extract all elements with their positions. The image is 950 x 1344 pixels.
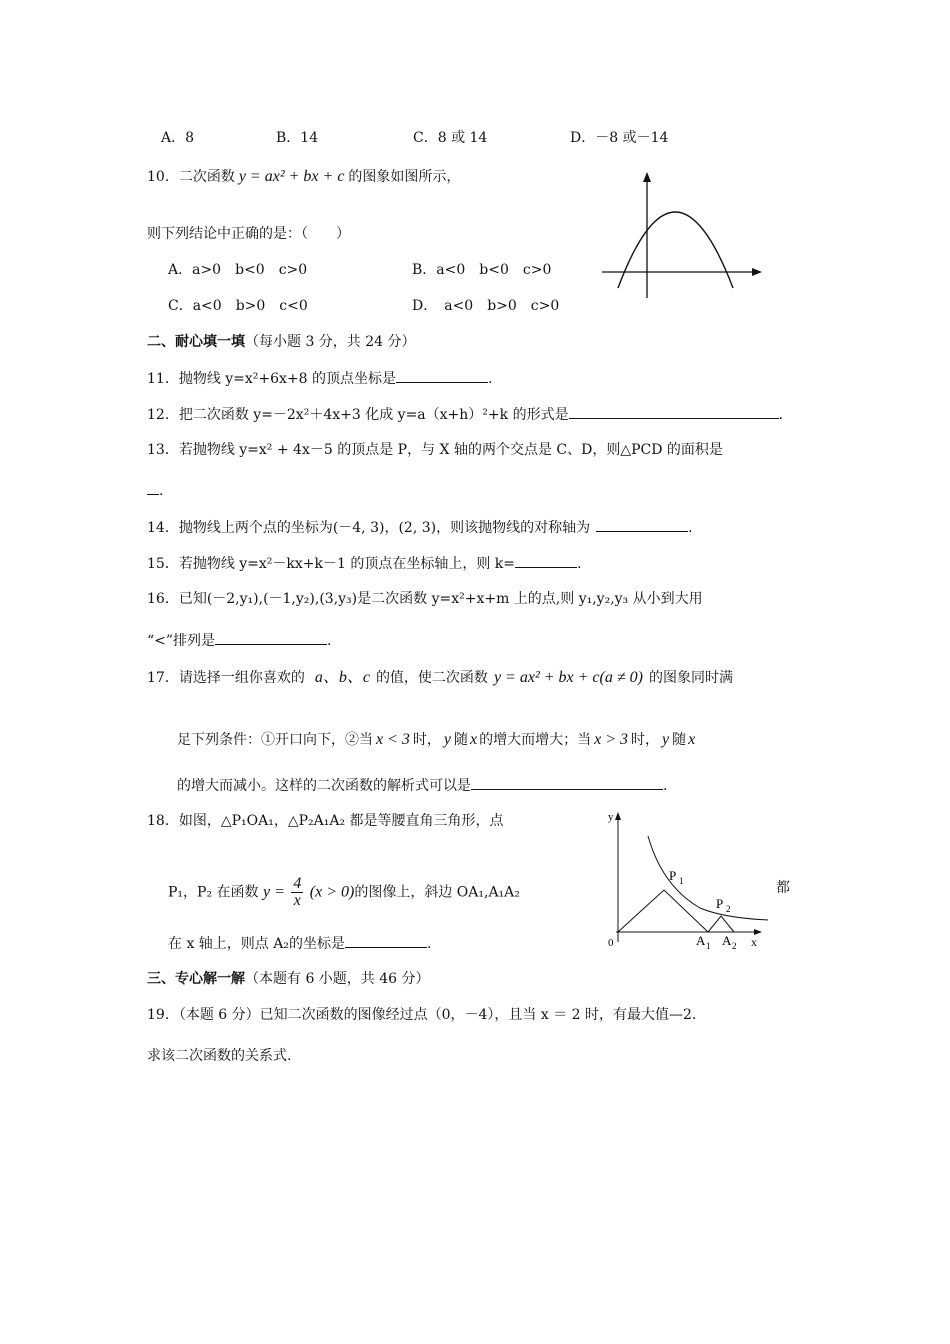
triangle-p1-o-a1	[618, 890, 708, 932]
fig-label-a2: A	[722, 933, 732, 948]
q11-text: 11．抛物线 y=x²+6x+8 的顶点坐标是	[147, 371, 397, 387]
q11	[147, 368, 493, 389]
q18-fraction	[291, 876, 303, 909]
q17-line2f: 随	[672, 732, 687, 748]
q17-suffix: 的图象同时满	[648, 670, 733, 686]
q17-cond1: x < 3	[376, 731, 410, 748]
q17-line3	[177, 775, 667, 796]
q18-frac-num: 4	[293, 875, 302, 892]
q9-option-b: B．14	[276, 130, 319, 146]
fig-label-y: y	[608, 811, 614, 823]
q15-answer-blank[interactable]	[515, 553, 577, 568]
q17-answer-blank[interactable]	[471, 775, 663, 790]
q17-x2: x	[688, 731, 696, 748]
q17-vars: a、b、c	[314, 669, 370, 686]
q17-line2d: 的增大而增大；当	[479, 732, 592, 748]
q13-text: 13．若抛物线 y=x² + 4x－5 的顶点是 P，与 X 轴的两个交点是 C、D，则△PCD 的面积是	[147, 442, 723, 458]
q17-line2c: 随	[454, 732, 469, 748]
q16-line1: 16．已知(－2,y₁),(－1,y₂),(3,y₃)是二次函数 y=x²+x+m 上的点,则 y₁,y₂,y₃ 从小到大用	[147, 591, 703, 607]
q16-line2-text: “<”排列是	[147, 633, 216, 649]
q10-option-a: A．a>0 b<0 c>0	[168, 262, 308, 278]
q15	[147, 553, 581, 574]
q10-option-c: C．a<0 b>0 c<0	[168, 298, 308, 314]
q18-formula-lhs: y =	[262, 883, 285, 901]
section-3-title: 三、专心解一解	[147, 971, 245, 987]
q12-end: .	[778, 407, 784, 423]
section-2-note: （每小题 3 分，共 24 分）	[245, 334, 416, 350]
fig-label-p2-sub: 2	[726, 904, 731, 914]
q17-line2	[177, 730, 695, 750]
q18-line2a: P₁，P₂ 在函数	[168, 884, 259, 901]
q9-option-d: D．－8 或－14	[570, 130, 669, 146]
fig-label-origin: 0	[608, 937, 614, 949]
q17-line3-text: 的增大而减小。这样的二次函数的解析式可以是	[177, 778, 471, 794]
q12-text: 12．把二次函数 y=－2x²＋4x+3 化成 y=a（x+h）²+k 的形式是	[147, 407, 569, 423]
fig-label-x: x	[751, 935, 757, 949]
q16-end: .	[327, 633, 332, 649]
q17-x1: x	[470, 731, 478, 748]
fig-label-a1: A	[696, 933, 706, 948]
q17-y1: y	[443, 731, 452, 748]
section-2-title: 二、耐心填一填	[147, 334, 245, 350]
q10-option-b: B．a<0 b<0 c>0	[412, 262, 552, 278]
q14-answer-blank[interactable]	[596, 517, 688, 532]
q10-stem	[147, 167, 460, 187]
q17-end: .	[663, 778, 668, 794]
q18-line2b: 的图像上，斜边 OA₁,A₁A₂	[354, 884, 520, 901]
q17-mid: 的值，使二次函数	[375, 670, 488, 686]
q18-answer-blank[interactable]	[345, 933, 427, 948]
q17-cond2: x > 3	[594, 731, 629, 748]
q18-line1: 18．如图，△P₁OA₁，△P₂A₁A₂ 都是等腰直角三角形，点	[147, 813, 504, 829]
q17-prefix: 17．请选择一组你喜欢的	[147, 670, 305, 686]
fig-label-a1-sub: 1	[706, 941, 711, 950]
q13-end: .	[159, 483, 164, 499]
q18-line3	[168, 933, 431, 954]
q18-formula-rhs: (x > 0)	[309, 883, 355, 901]
parabola-curve	[618, 212, 733, 288]
q11-end: .	[488, 371, 493, 387]
q16-answer-blank[interactable]	[215, 630, 327, 645]
q11-answer-blank[interactable]	[396, 368, 488, 383]
q9-option-c: C．8 或 14	[413, 130, 488, 146]
q10-question: 则下列结论中正确的是：（ ）	[147, 226, 350, 242]
q10-parabola-figure	[598, 166, 768, 302]
q17-y2: y	[662, 731, 670, 748]
q9-option-a: A．8	[161, 130, 195, 146]
q14-end: .	[688, 520, 693, 536]
q17-formula: y = ax² + bx + c(a ≠ 0)	[493, 669, 643, 686]
q10-prefix: 10．二次函数	[147, 169, 235, 185]
section-2-heading	[147, 332, 416, 352]
q15-end: .	[577, 556, 582, 572]
q14-text: 14．抛物线上两个点的坐标为(－4, 3)，(2, 3)，则该抛物线的对称轴为	[147, 520, 591, 536]
hyperbola-curve	[648, 836, 768, 920]
fig-label-p2: P	[716, 896, 724, 911]
y-axis-arrow-icon	[643, 172, 651, 182]
fig-label-p1: P	[669, 868, 677, 883]
triangle-p2-a1-a2	[708, 916, 734, 932]
q18-line3-text: 在 x 轴上，则点 A₂的坐标是	[168, 936, 345, 952]
q10-formula: y = ax² + bx + c	[238, 168, 345, 185]
section-3-note: （本题有 6 小题，共 46 分）	[245, 971, 430, 987]
q12-answer-blank[interactable]	[569, 404, 779, 419]
y-axis-arrow-icon	[615, 812, 621, 820]
q18-line2c: 都	[776, 880, 790, 896]
q17-line2e: 时，	[631, 732, 660, 748]
fig-label-p1-sub: 1	[679, 876, 684, 886]
q18-end: .	[426, 936, 432, 952]
q19-line2: 求该二次函数的关系式.	[147, 1048, 292, 1064]
section-3-heading	[147, 969, 430, 989]
q10-option-d: D． a<0 b>0 c>0	[412, 298, 560, 314]
fig-label-a2-sub: 2	[732, 941, 737, 950]
q15-text: 15．若抛物线 y=x²－kx+k－1 的顶点在坐标轴上，则 k=	[147, 556, 516, 572]
q13-line2	[147, 480, 163, 501]
x-axis-arrow-icon	[752, 268, 762, 276]
q16-line2	[147, 630, 332, 651]
q19-line1: 19．（本题 6 分）已知二次函数的图像经过点（0，－4），且当 x ＝ 2 时，有最大值—2．	[147, 1007, 706, 1023]
q18-frac-den: x	[293, 892, 301, 909]
q12	[147, 404, 783, 425]
q14	[147, 517, 693, 538]
q18-line2	[168, 876, 520, 909]
q10-suffix: 的图象如图所示，	[348, 169, 461, 185]
q17-line1	[147, 668, 733, 688]
q18-figure	[596, 806, 772, 950]
q13-answer-blank[interactable]	[147, 480, 159, 495]
q17-line2b: 时，	[412, 732, 441, 748]
q17-line2a: 足下列条件：①开口向下，②当	[177, 732, 373, 748]
